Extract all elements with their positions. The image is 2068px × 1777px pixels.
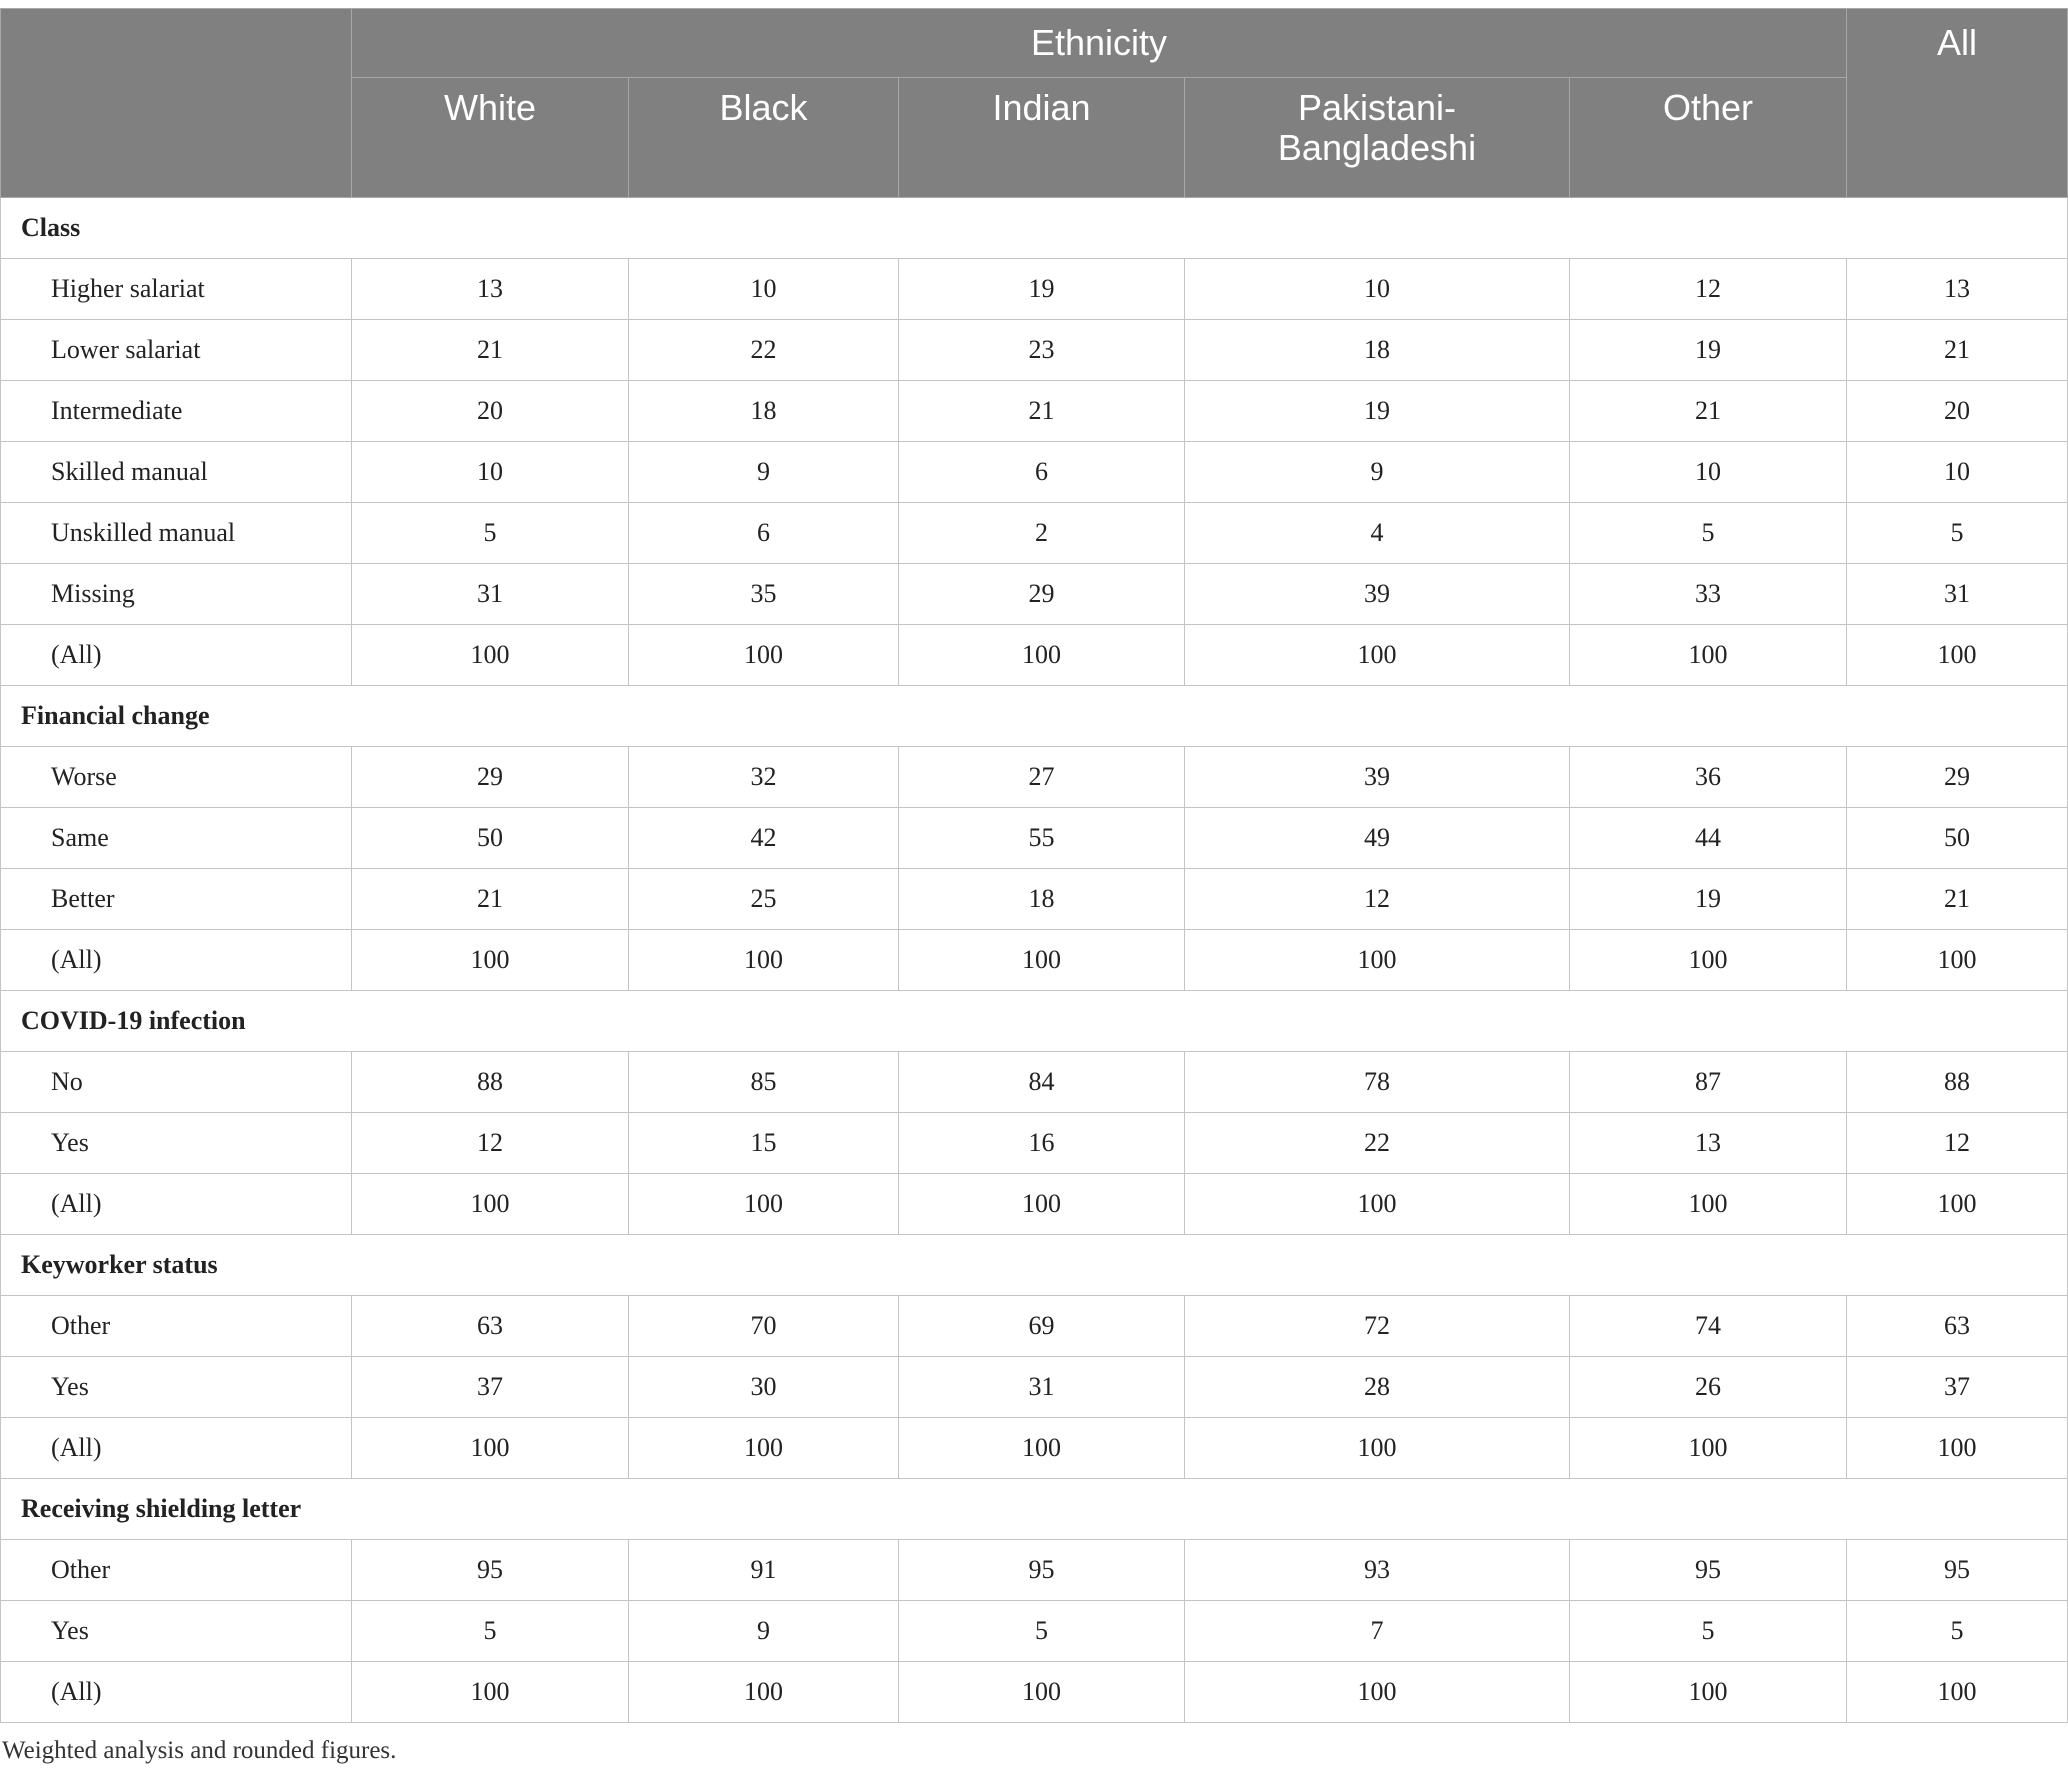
table-cell: 33 xyxy=(1570,564,1847,625)
table-cell: 31 xyxy=(1847,564,2068,625)
table-cell: 37 xyxy=(352,1357,629,1418)
section-header-row xyxy=(1,686,2068,747)
section-header-row xyxy=(1,198,2068,259)
table-cell: 21 xyxy=(352,320,629,381)
table-cell: 29 xyxy=(899,564,1185,625)
table-cell: 35 xyxy=(629,564,899,625)
table-cell: 50 xyxy=(352,808,629,869)
table-cell: 12 xyxy=(1185,869,1570,930)
table-cell: 100 xyxy=(1570,1418,1847,1479)
header-black: Black xyxy=(629,78,899,198)
table-row xyxy=(1,1418,2068,1479)
table-cell: 5 xyxy=(1570,1601,1847,1662)
table-row xyxy=(1,747,2068,808)
table-cell: 100 xyxy=(352,1418,629,1479)
header-ethnicity: Ethnicity xyxy=(352,9,1847,78)
table-cell: 100 xyxy=(1185,930,1570,991)
table-cell: 42 xyxy=(629,808,899,869)
table-cell: 5 xyxy=(352,1601,629,1662)
table-cell: 100 xyxy=(629,1418,899,1479)
table-cell: 9 xyxy=(629,1601,899,1662)
table-cell: 39 xyxy=(1185,564,1570,625)
table-cell: 31 xyxy=(352,564,629,625)
row-label: (All) xyxy=(1,1174,352,1235)
table-cell: 100 xyxy=(1847,930,2068,991)
table-cell: 87 xyxy=(1570,1052,1847,1113)
table-cell: 15 xyxy=(629,1113,899,1174)
table-cell: 88 xyxy=(352,1052,629,1113)
table-row xyxy=(1,381,2068,442)
table-cell: 100 xyxy=(352,625,629,686)
section-title: Class xyxy=(1,198,2068,259)
table-cell: 100 xyxy=(352,1174,629,1235)
section-header-row xyxy=(1,1235,2068,1296)
table-cell: 5 xyxy=(1847,1601,2068,1662)
table-cell: 12 xyxy=(1847,1113,2068,1174)
table-cell: 9 xyxy=(629,442,899,503)
table-cell: 84 xyxy=(899,1052,1185,1113)
header-other: Other xyxy=(1570,78,1847,198)
table-cell: 25 xyxy=(629,869,899,930)
table-cell: 50 xyxy=(1847,808,2068,869)
table-cell: 19 xyxy=(1570,869,1847,930)
table-cell: 37 xyxy=(1847,1357,2068,1418)
table-cell: 85 xyxy=(629,1052,899,1113)
table-cell: 78 xyxy=(1185,1052,1570,1113)
row-label: Same xyxy=(1,808,352,869)
table-cell: 20 xyxy=(1847,381,2068,442)
table-cell: 10 xyxy=(352,442,629,503)
header-pakistani-bangladeshi: Pakistani- Bangladeshi xyxy=(1185,78,1570,198)
table-row xyxy=(1,320,2068,381)
header-row-group xyxy=(1,9,2068,78)
table-cell: 100 xyxy=(899,930,1185,991)
row-label: Yes xyxy=(1,1601,352,1662)
table-cell: 95 xyxy=(899,1540,1185,1601)
header-corner xyxy=(1,9,352,198)
table-cell: 100 xyxy=(1570,930,1847,991)
table-cell: 100 xyxy=(899,1418,1185,1479)
table-cell: 100 xyxy=(1185,1174,1570,1235)
table-cell: 31 xyxy=(899,1357,1185,1418)
table-cell: 36 xyxy=(1570,747,1847,808)
section-title: COVID-19 infection xyxy=(1,991,2068,1052)
table-cell: 4 xyxy=(1185,503,1570,564)
table-cell: 5 xyxy=(899,1601,1185,1662)
table-cell: 21 xyxy=(1847,869,2068,930)
table-cell: 10 xyxy=(629,259,899,320)
ethnicity-table xyxy=(0,8,2068,1723)
row-label: Intermediate xyxy=(1,381,352,442)
table-cell: 100 xyxy=(352,1662,629,1723)
section-header-row xyxy=(1,1479,2068,1540)
table-cell: 21 xyxy=(1570,381,1847,442)
row-label: Yes xyxy=(1,1113,352,1174)
row-label: Lower salariat xyxy=(1,320,352,381)
table-cell: 19 xyxy=(899,259,1185,320)
table-body xyxy=(1,198,2068,1723)
table-row xyxy=(1,503,2068,564)
table-cell: 21 xyxy=(1847,320,2068,381)
table-cell: 95 xyxy=(1847,1540,2068,1601)
table-cell: 6 xyxy=(899,442,1185,503)
table-row xyxy=(1,259,2068,320)
table-row xyxy=(1,1052,2068,1113)
table-cell: 39 xyxy=(1185,747,1570,808)
table-cell: 88 xyxy=(1847,1052,2068,1113)
table-row xyxy=(1,1174,2068,1235)
row-label: Yes xyxy=(1,1357,352,1418)
table-cell: 26 xyxy=(1570,1357,1847,1418)
table-row xyxy=(1,1357,2068,1418)
table-cell: 21 xyxy=(899,381,1185,442)
table-cell: 100 xyxy=(629,1174,899,1235)
table-row xyxy=(1,1113,2068,1174)
table-cell: 95 xyxy=(352,1540,629,1601)
table-row xyxy=(1,869,2068,930)
table-cell: 20 xyxy=(352,381,629,442)
row-label: Skilled manual xyxy=(1,442,352,503)
row-label: Worse xyxy=(1,747,352,808)
header-all: All xyxy=(1847,9,2068,198)
table-cell: 63 xyxy=(352,1296,629,1357)
table-cell: 100 xyxy=(629,1662,899,1723)
table-cell: 18 xyxy=(1185,320,1570,381)
table-cell: 13 xyxy=(1570,1113,1847,1174)
table-cell: 5 xyxy=(1847,503,2068,564)
table-cell: 29 xyxy=(1847,747,2068,808)
table-cell: 100 xyxy=(1847,625,2068,686)
row-label: (All) xyxy=(1,1418,352,1479)
table-cell: 100 xyxy=(629,625,899,686)
section-title: Receiving shielding letter xyxy=(1,1479,2068,1540)
table-cell: 29 xyxy=(352,747,629,808)
table-cell: 69 xyxy=(899,1296,1185,1357)
table-footnote: Weighted analysis and rounded figures. xyxy=(2,1737,397,1764)
table-cell: 100 xyxy=(1570,1174,1847,1235)
table-cell: 18 xyxy=(629,381,899,442)
table-cell: 100 xyxy=(1570,1662,1847,1723)
row-label: (All) xyxy=(1,1662,352,1723)
table-cell: 55 xyxy=(899,808,1185,869)
header-indian: Indian xyxy=(899,78,1185,198)
table-cell: 100 xyxy=(899,1174,1185,1235)
table-row xyxy=(1,1540,2068,1601)
table-cell: 100 xyxy=(899,1662,1185,1723)
row-label: No xyxy=(1,1052,352,1113)
row-label: Better xyxy=(1,869,352,930)
table-cell: 100 xyxy=(1847,1174,2068,1235)
table-cell: 100 xyxy=(629,930,899,991)
table-cell: 13 xyxy=(352,259,629,320)
table-cell: 100 xyxy=(1570,625,1847,686)
table-cell: 63 xyxy=(1847,1296,2068,1357)
table-cell: 32 xyxy=(629,747,899,808)
table-cell: 2 xyxy=(899,503,1185,564)
row-label: Other xyxy=(1,1296,352,1357)
section-title: Keyworker status xyxy=(1,1235,2068,1296)
table-cell: 44 xyxy=(1570,808,1847,869)
table-cell: 30 xyxy=(629,1357,899,1418)
row-label: Missing xyxy=(1,564,352,625)
table-cell: 13 xyxy=(1847,259,2068,320)
table-cell: 21 xyxy=(352,869,629,930)
table-cell: 100 xyxy=(352,930,629,991)
table-row xyxy=(1,930,2068,991)
row-label: Unskilled manual xyxy=(1,503,352,564)
table-cell: 100 xyxy=(1185,625,1570,686)
table-cell: 74 xyxy=(1570,1296,1847,1357)
table-cell: 100 xyxy=(1847,1418,2068,1479)
table-cell: 7 xyxy=(1185,1601,1570,1662)
table-cell: 5 xyxy=(352,503,629,564)
section-header-row xyxy=(1,991,2068,1052)
table-row xyxy=(1,442,2068,503)
table-cell: 6 xyxy=(629,503,899,564)
table-cell: 23 xyxy=(899,320,1185,381)
table-cell: 19 xyxy=(1570,320,1847,381)
table-cell: 22 xyxy=(629,320,899,381)
table-cell: 19 xyxy=(1185,381,1570,442)
table-row xyxy=(1,625,2068,686)
header-white: White xyxy=(352,78,629,198)
table-cell: 12 xyxy=(1570,259,1847,320)
table-cell: 12 xyxy=(352,1113,629,1174)
table-cell: 16 xyxy=(899,1113,1185,1174)
table-row xyxy=(1,564,2068,625)
table-cell: 18 xyxy=(899,869,1185,930)
table-cell: 10 xyxy=(1570,442,1847,503)
table-cell: 28 xyxy=(1185,1357,1570,1418)
table-cell: 72 xyxy=(1185,1296,1570,1357)
row-label: (All) xyxy=(1,930,352,991)
table-cell: 10 xyxy=(1185,259,1570,320)
table-cell: 100 xyxy=(1185,1662,1570,1723)
table-cell: 10 xyxy=(1847,442,2068,503)
row-label: Other xyxy=(1,1540,352,1601)
table-cell: 49 xyxy=(1185,808,1570,869)
table-row xyxy=(1,1296,2068,1357)
table-cell: 100 xyxy=(1847,1662,2068,1723)
table-cell: 9 xyxy=(1185,442,1570,503)
table-cell: 93 xyxy=(1185,1540,1570,1601)
row-label: (All) xyxy=(1,625,352,686)
table-row xyxy=(1,1662,2068,1723)
table-cell: 27 xyxy=(899,747,1185,808)
table-cell: 95 xyxy=(1570,1540,1847,1601)
table-row xyxy=(1,808,2068,869)
section-title: Financial change xyxy=(1,686,2068,747)
table-cell: 22 xyxy=(1185,1113,1570,1174)
table-cell: 5 xyxy=(1570,503,1847,564)
table-cell: 100 xyxy=(1185,1418,1570,1479)
table-row xyxy=(1,1601,2068,1662)
table-cell: 70 xyxy=(629,1296,899,1357)
table-cell: 91 xyxy=(629,1540,899,1601)
table-cell: 100 xyxy=(899,625,1185,686)
row-label: Higher salariat xyxy=(1,259,352,320)
